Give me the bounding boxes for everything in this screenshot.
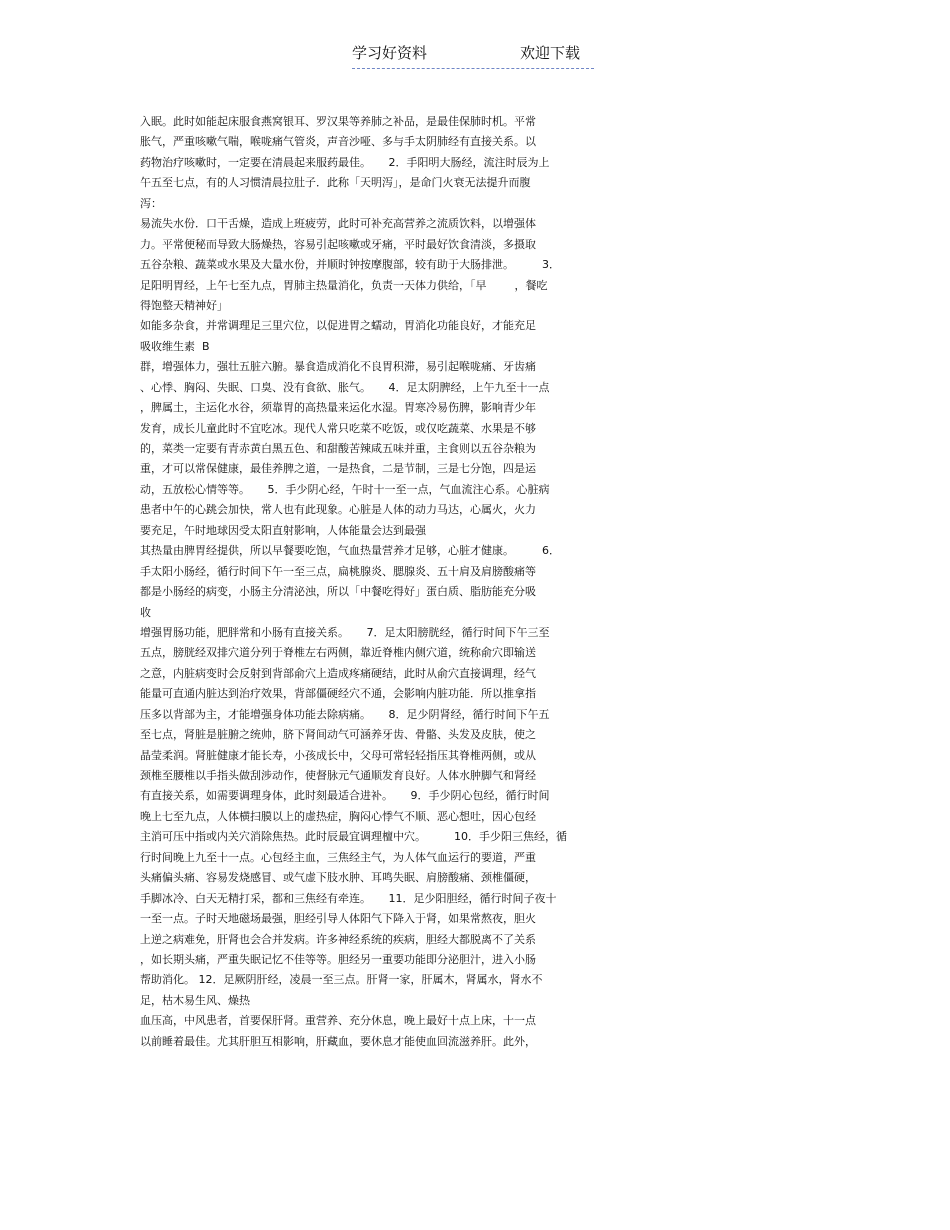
body-line: 手脚冰冷、白天无精打采，都和三焦经有牵连。 11．足少阳胆经，循行时间子夜十: [140, 891, 557, 905]
body-line: 五点，膀胱经双排穴道分列于脊椎左右两侧，靠近脊椎内侧穴道，统称俞穴即输送: [140, 646, 536, 660]
body-line: 收: [140, 605, 151, 619]
body-line: 之意，内脏病变时会反射到背部俞穴上造成疼痛硬结，此时从俞穴直接调理，经气: [140, 666, 536, 680]
body-line: 入眠。此时如能起床服食燕窝银耳、罗汉果等养肺之补品，是最佳保肺时机。平常: [140, 115, 536, 128]
body-line: 行时间晚上九至十一点。心包经主血，三焦经主气，为人体气血运行的要道，严重: [140, 850, 536, 864]
body-line: 压多以背部为主，才能增强身体功能去除病痛。 8．足少阴肾经，循行时间下午五: [140, 707, 550, 721]
body-line: 头痛偏头痛、容易发烧感冒、或气虚下肢水肿、耳鸣失眠、肩膀酸痛、颈椎僵硬，: [140, 871, 536, 885]
body-line: 药物治疗咳嗽时，一定要在清晨起来服药最佳。 2．手阳明大肠经，流注时辰为上: [140, 155, 550, 169]
body-line: 泻：: [140, 196, 162, 210]
body-line: 发育，成长儿童此时不宜吃冰。现代人常只吃菜不吃饭，或仅吃蔬菜、水果是不够: [140, 421, 536, 435]
body-line: 午五至七点，有的人习惯清晨拉肚子．此称「天明泻」，是命门火衰无法提升而腹: [140, 176, 531, 190]
body-line: 得饱整天精神好」: [140, 298, 228, 312]
body-line: 增强胃肠功能，肥胖常和小肠有直接关系。 7．足太阳膀胱经，循行时间下午三至: [140, 625, 550, 639]
body-line: 的，菜类一定要有青赤黄白黑五色、和甜酸苦辣咸五味并重，主食则以五谷杂粮为: [140, 442, 536, 455]
body-line: 动，五放松心情等等。 5．手少阴心经，午时十一至一点，气血流注心系。心脏病: [140, 482, 550, 496]
body-line: 帮助消化。 12．足厥阴肝经，凌晨一至三点。肝肾一家，肝属木，肾属水，肾水不: [140, 973, 543, 987]
body-line: ，脾属土，主运化水谷，须靠胃的高热量来运化水湿。胃寒冷易伤脾，影响青少年: [140, 401, 536, 415]
body-line: 都是小肠经的病变，小肠主分清泌浊，所以「中餐吃得好」蛋白质、脂肪能充分吸: [140, 585, 536, 599]
body-line: 五谷杂粮、蔬菜或水果及大量水份，并顺时钟按摩腹部，较有助于大肠排泄。 3．: [140, 258, 560, 272]
body-line: 足阳明胃经，上午七至九点，胃肺主热量消化，负责一天体力供给，「早 ，餐吃: [140, 278, 548, 292]
body-line: 主消可压中指或内关穴消除焦热。此时辰最宜调理檀中穴。 10．手少阳三焦经，循: [140, 830, 567, 844]
body-line: 、心悸、胸闷、失眠、口臭、没有食欲、胀气。 4．足太阴脾经，上午九至十一点: [140, 380, 550, 394]
page-header: [352, 42, 594, 69]
body-line: 要充足，午时地球因受太阳直射影响，人体能量会达到最强: [140, 523, 426, 537]
header-right-text: 欢迎下载: [520, 44, 581, 62]
body-line: 胀气，严重咳嗽气喘，喉咙痛气管炎，声音沙哑、多与手太阴肺经有直接关系。以: [140, 135, 536, 149]
header-left-text: 学习好资料: [352, 44, 428, 62]
body-line: 易流失水份．口干舌燥，造成上班疲劳，此时可补充高营养之流质饮料，以增强体: [140, 217, 536, 231]
body-line: 上逆之病难免，肝肾也会合并发病。许多神经系统的疾病，胆经大都脱离不了关系: [140, 932, 536, 946]
body-line: 力。平常便秘而导致大肠燥热，容易引起咳嗽或牙痛，平时最好饮食清淡，多摄取: [140, 237, 536, 251]
body-line: 能量可直通内脏达到治疗效果，背部僵硬经穴不通，会影响内脏功能．所以推拿指: [140, 687, 536, 701]
body-line: 晚上七至九点，人体横扫膜以上的虚热症，胸闷心悸气不顺、恶心想吐，因心包经: [140, 809, 536, 823]
body-line: 晶莹柔润。肾脏健康才能长寿，小孩成长中，父母可常轻轻指压其脊椎两侧，或从: [140, 748, 536, 762]
body-line: 足，枯木易生风、燥热: [140, 993, 250, 1007]
body-line: 血压高，中风患者，首要保肝肾。重营养、充分休息，晚上最好十点上床，十一点: [140, 1014, 536, 1028]
body-line: 吸收维生素 B: [140, 339, 210, 353]
body-line: 至七点，肾脏是脏腑之统帅，脐下肾间动气可涵养牙齿、骨骼、头发及皮肤，使之: [140, 728, 536, 742]
body-line: 一至一点。子时天地磁场最强，胆经引导人体阳气下降入于肾，如果常熬夜，胆火: [140, 912, 536, 926]
body-line: 有直接关系，如需要调理身体，此时刻最适合进补。 9．手少阴心包经，循行时间: [140, 789, 550, 803]
body-line: 颈椎至腰椎以手指头做刮涉动作，使督脉元气通顺发育良好。人体水肿脚气和肾经: [140, 769, 536, 782]
body-line: 手太阳小肠经，循行时间下午一至三点，扁桃腺炎、腮腺炎、五十肩及肩膀酸痛等: [140, 564, 536, 578]
body-line: 重，才可以常保健康，最佳养脾之道，一是热食，二是节制，三是七分饱，四是运: [140, 462, 536, 476]
body-line: 其热量由脾胃经提供，所以早餐要吃饱，气血热量营养才足够，心脏才健康。 6．: [140, 544, 560, 558]
body-text: [140, 112, 810, 1052]
body-line: 以前睡着最佳。尤其肝胆互相影响，肝藏血，要休息才能使血回流滋养肝。此外，: [140, 1034, 536, 1048]
body-line: ，如长期头痛，严重失眠记忆不佳等等。胆经另一重要功能即分泌胆汁，进入小肠: [140, 952, 536, 966]
body-line: 群，增强体力，强壮五脏六腑。暴食造成消化不良胃积滞，易引起喉咙痛、牙齿痛: [140, 360, 536, 374]
body-line: 患者中午的心跳会加快，常人也有此现象。心脏是人体的动力马达，心属火，火力: [140, 503, 536, 517]
body-line: 如能多杂食，并常调理足三里穴位，以促进胃之蠕动，胃消化功能良好，才能充足: [140, 319, 536, 333]
